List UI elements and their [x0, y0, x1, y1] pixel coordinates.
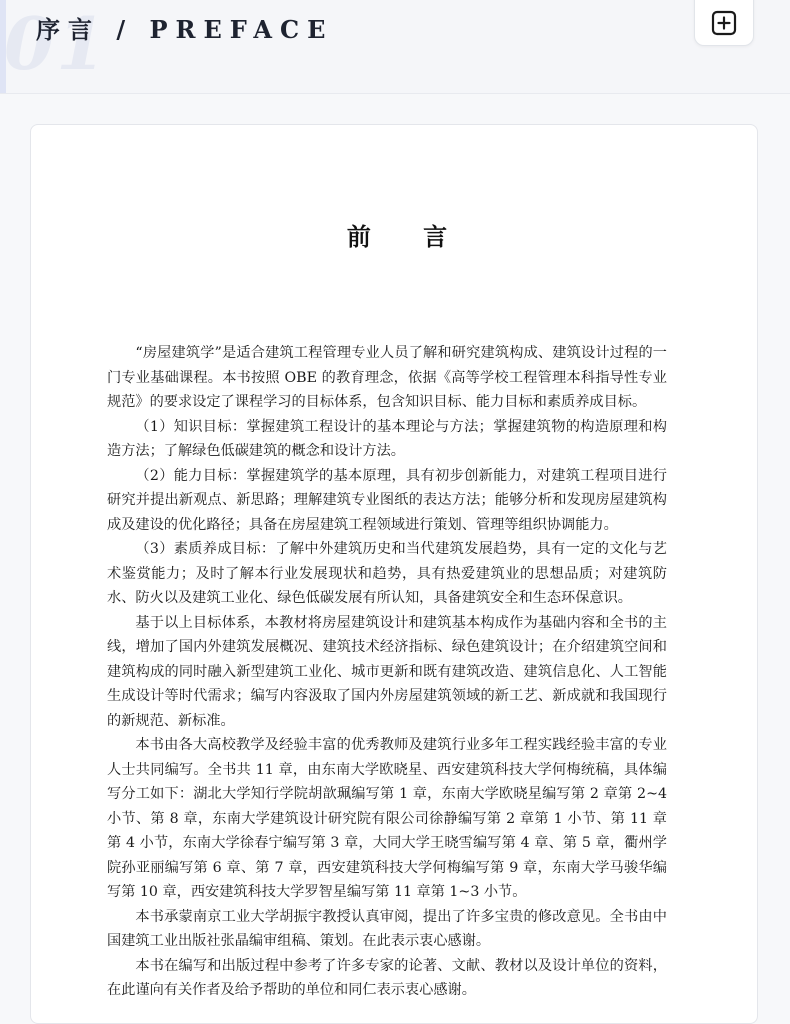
paragraph: 本书承蒙南京工业大学胡振宇教授认真审阅，提出了许多宝贵的修改意见。全书由中国建筑工业出版社张晶编审组稿、策划。在此表示衷心感谢。 — [107, 908, 667, 949]
document-body — [107, 341, 667, 1003]
plus-square-icon — [711, 10, 737, 36]
section-title: 序言 / PREFACE — [36, 15, 334, 44]
paragraph: 本书在编写和出版过程中参考了许多专家的论著、文献、教材以及设计单位的资料，在此谨向有关作者及给予帮助的单位和同仁表示衷心感谢。 — [107, 957, 667, 998]
paragraph: 基于以上目标体系，本教材将房屋建筑设计和建筑基本构成作为基础内容和全书的主线，增加了国内外建筑发展概况、建筑技术经济指标、绿色建筑设计；在介绍建筑空间和建筑构成的同时融入新型建筑工业化、城市更新和既有建筑改造、建筑信息化、人工智能生成设计等时代需求；编写内容汲取了国内外房屋建筑领域的新工艺、新成就和我国现行的新规范、新标准。 — [107, 614, 667, 729]
paragraph: （2）能力目标：掌握建筑学的基本原理，具有初步创新能力，对建筑工程项目进行研究并提出新观点、新思路；理解建筑专业图纸的表达方法；能够分析和发现房屋建筑构成及建设的优化路径；具备在房屋建筑工程领域进行策划、管理等组织协调能力。 — [107, 467, 667, 533]
paragraph: （1）知识目标：掌握建筑工程设计的基本理论与方法；掌握建筑物的构造原理和构造方法；了解绿色低碳建筑的概念和设计方法。 — [107, 418, 667, 459]
section-header — [0, 0, 790, 94]
add-button[interactable] — [694, 0, 754, 46]
paragraph: 本书由各大高校教学及经验丰富的优秀教师及建筑行业多年工程实践经验丰富的专业人士共同编写。全书共 11 章，由东南大学欧晓星、西安建筑科技大学何梅统稿，具体编写分工如下：湖北大学知行学院胡歆珮编写第 1 章，东南大学欧晓星编写第 2 章第 2~4 小节、第 8 章，东南大学建筑设计研究院有限公司徐静编写第 2 章第 1 小节、第 11 章第 4 小节，东南大学徐春宁编写第 3 章，大同大学王晓雪编写第 4 章、第 5 章，衢州学院孙亚丽编写第 6 章、第 7 章，西安建筑科技大学何梅编写第 9 章，东南大学马骏华编写第 10 章，西安建筑科技大学罗智星编写第 11 章第 1~3 小节。 — [107, 737, 667, 900]
document-page — [30, 124, 758, 1024]
document-title: 前 言 — [346, 222, 470, 251]
section-number: 01 — [4, 1, 109, 86]
paragraph: （3）素质养成目标：了解中外建筑历史和当代建筑发展趋势，具有一定的文化与艺术鉴赏能力；及时了解本行业发展现状和趋势，具有热爱建筑业的思想品质；对建筑防水、防火以及建筑工业化、绿色低碳发展有所认知，具备建筑安全和生态环保意识。 — [107, 541, 667, 606]
paragraph: “房屋建筑学”是适合建筑工程管理专业人员了解和研究建筑构成、建筑设计过程的一门专业基础课程。本书按照 OBE 的教育理念，依据《高等学校工程管理本科指导性专业规范》的要求设定了课程学习的目标体系，包含知识目标、能力目标和素质养成目标。 — [107, 345, 667, 410]
